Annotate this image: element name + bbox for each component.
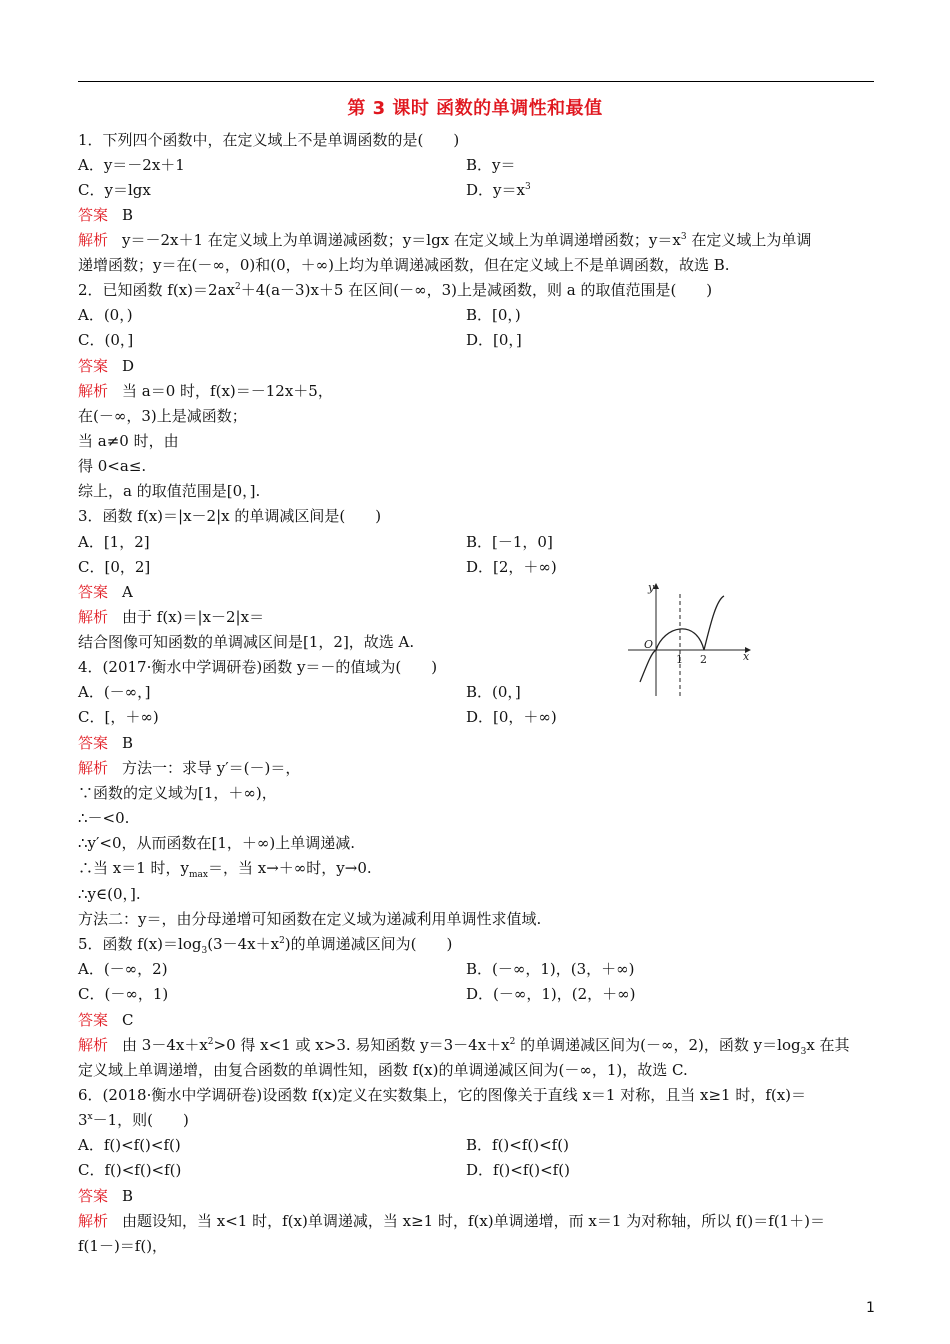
q3-stem: 3．函数 f(x)＝|x－2|x 的单调减区间是( ) xyxy=(78,507,382,525)
q4-option-d: D．[0，＋∞) xyxy=(466,708,557,726)
q6-answer: 答案 B xyxy=(78,1187,134,1205)
q4-analysis-line4: ∴y′<0，从而函数在[1，＋∞)上单调递减. xyxy=(78,834,356,852)
q6-option-d: D．f()<f()<f() xyxy=(466,1161,570,1179)
q3-option-b: B．[－1，0] xyxy=(466,533,553,551)
q3-answer: 答案 A xyxy=(78,583,133,601)
q1-analysis-line1: 解析 y＝－2x＋1 在定义域上为单调递减函数；y＝lgx 在定义域上为单调递增函数；$y=x^3$ 在定义域上为单调 xyxy=(78,231,812,249)
q4-option-c: C．[，＋∞) xyxy=(78,708,159,726)
q1-answer: 答案 B xyxy=(78,206,134,224)
q4-analysis-line3: ∴－<0. xyxy=(78,809,130,827)
q3-analysis-line1: 解析 由于 f(x)＝|x－2|x＝ xyxy=(78,608,265,626)
q1-option-b: B．y＝ xyxy=(466,156,516,174)
answer-label: 答案 xyxy=(78,357,109,375)
analysis-label: 解析 xyxy=(78,382,109,400)
q4-analysis-line2: ∵函数的定义域为[1，＋∞)， xyxy=(78,784,277,802)
q4-analysis-line7: 方法二：y＝，由分母递增可知函数在定义域为递减利用单调性求值域. xyxy=(78,910,542,928)
answer-label: 答案 xyxy=(78,583,109,601)
q5-analysis-line1: 解析 由 $3-4x+x^2>0$ 得 x<1 或 x>3. 易知函数 $y=3-4x+x^2$ 的单调递减区间为(－∞，2)，函数 $y=\log_3x$ 在其 xyxy=(78,1036,850,1057)
q5-option-b: B．(－∞，1)，(3，＋∞) xyxy=(466,960,635,978)
q4-answer: 答案 B xyxy=(78,734,134,752)
q2-analysis-line5: 综上，a 的取值范围是[0，]. xyxy=(78,482,261,500)
q6-stem-line2: $3^x-1$，则( ) xyxy=(78,1111,189,1129)
q3-option-c: C．[0，2] xyxy=(78,558,151,576)
q2-option-a: A．(0，) xyxy=(78,306,133,324)
analysis-label: 解析 xyxy=(78,759,109,777)
q4-analysis-line1: 解析 方法一：求导 y′＝(－)＝， xyxy=(78,759,301,777)
q1-option-a: A．y＝－2x＋1 xyxy=(78,156,185,174)
answer-label: 答案 xyxy=(78,1011,109,1029)
q3-analysis-line2: 结合图像可知函数的单调减区间是[1，2]，故选 A. xyxy=(78,633,415,651)
q1-option-d: D．$y=x^3$ xyxy=(466,181,531,199)
q4-option-a: A．(－∞，] xyxy=(78,683,151,701)
q5-answer: 答案 C xyxy=(78,1011,134,1029)
graph-x-label: x xyxy=(743,650,750,663)
answer-label: 答案 xyxy=(78,206,109,224)
q5-option-d: D．(－∞，1)，(2，＋∞) xyxy=(466,985,636,1003)
q2-answer: 答案 D xyxy=(78,357,135,375)
q2-option-d: D．[0，] xyxy=(466,331,522,349)
q2-stem: 2．已知函数 $f(x)=2ax^2+4(a-3)x+5$ 在区间(－∞，3)上是减函数，则 a 的取值范围是( ) xyxy=(78,281,713,299)
q2-analysis-line2: 在(－∞，3)上是减函数； xyxy=(78,407,247,425)
q1-analysis-line2: 递增函数；y＝在(－∞，0)和(0，＋∞)上均为单调递减函数，但在定义域上不是单调函数，故选 B. xyxy=(78,256,730,274)
q6-analysis-line2: f(1－)＝f()， xyxy=(78,1237,168,1255)
q6-analysis-line1: 解析 由题设知，当 x<1 时，f(x)单调递减，当 x≥1 时，f(x)单调递增，而 x＝1 为对称轴，所以 f()＝f(1＋)＝ xyxy=(78,1212,826,1230)
q5-option-a: A．(－∞，2) xyxy=(78,960,168,978)
q1-option-c: C．y＝lgx xyxy=(78,181,151,199)
answer-label: 答案 xyxy=(78,734,109,752)
q6-option-a: A．f()<f()<f() xyxy=(78,1136,181,1154)
analysis-label: 解析 xyxy=(78,1212,109,1230)
analysis-label: 解析 xyxy=(78,231,109,249)
q2-option-b: B．[0，) xyxy=(466,306,521,324)
q4-analysis-line5: ∴当 x＝1 时，$y_{max}=$，当 x→＋∞时，y→0. xyxy=(78,859,372,880)
graph-origin-label: O xyxy=(644,638,654,651)
q5-analysis-line2: 定义域上单调递增，由复合函数的单调性知，函数 f(x)的单调递减区间为(－∞，1)，故选 C. xyxy=(78,1061,688,1079)
q3-option-a: A．[1，2] xyxy=(78,533,150,551)
q6-option-c: C．f()<f()<f() xyxy=(78,1161,182,1179)
graph-y-label: y xyxy=(648,581,655,594)
header-rule xyxy=(78,81,874,82)
q4-analysis-line6: ∴y∈(0，]. xyxy=(78,885,141,903)
q1-stem: 1．下列四个函数中，在定义域上不是单调函数的是( ) xyxy=(78,131,460,149)
answer-label: 答案 xyxy=(78,1187,109,1205)
q4-option-b: B．(0，] xyxy=(466,683,521,701)
page-number: 1 xyxy=(866,1300,875,1316)
q2-analysis-line1: 解析 当 a＝0 时，f(x)＝－12x＋5， xyxy=(78,382,333,400)
graph-tick-2: 2 xyxy=(700,653,707,666)
analysis-label: 解析 xyxy=(78,1036,109,1054)
q6-option-b: B．f()<f()<f() xyxy=(466,1136,569,1154)
q3-option-d: D．[2，＋∞) xyxy=(466,558,557,576)
q5-option-c: C．(－∞，1) xyxy=(78,985,169,1003)
q6-stem-line1: 6．(2018·衡水中学调研卷)设函数 f(x)定义在实数集上，它的图像关于直线 x＝1 对称，且当 x≥1 时，f(x)＝ xyxy=(78,1086,807,1104)
q2-analysis-line3: 当 a≠0 时，由 xyxy=(78,432,179,450)
page-title: 第 3 课时 函数的单调性和最值 xyxy=(347,98,603,119)
q2-analysis-line4: 得 0<a≤. xyxy=(78,457,147,475)
q4-stem: 4．(2017·衡水中学调研卷)函数 y＝－的值域为( ) xyxy=(78,658,438,676)
analysis-label: 解析 xyxy=(78,608,109,626)
q5-stem: 5．函数 $f(x)=\log_3(3-4x+x^2)$的单调递减区间为( ) xyxy=(78,935,453,956)
q2-option-c: C．(0，] xyxy=(78,331,134,349)
graph-tick-1: 1 xyxy=(676,653,683,666)
q3-function-graph xyxy=(624,578,756,700)
